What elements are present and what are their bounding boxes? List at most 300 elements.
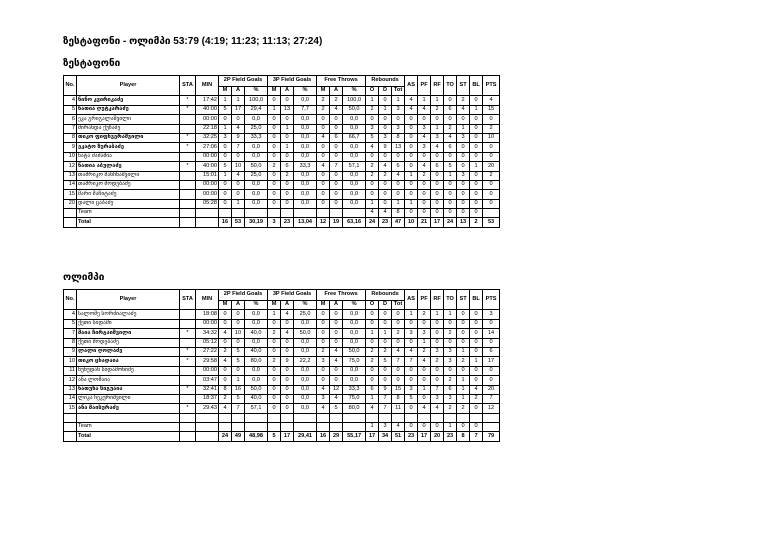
- stat-cell: 0: [483, 366, 500, 375]
- stat-cell: 0: [418, 115, 431, 124]
- stat-cell: 6: [281, 162, 294, 171]
- stat-cell: 4: [392, 423, 405, 432]
- stat-cell: 0: [457, 310, 470, 319]
- stat-cell: 4: [405, 347, 418, 356]
- stat-cell: 17: [483, 357, 500, 366]
- player-name: ანა მაისურაძე: [77, 404, 180, 413]
- stat-cell: 0: [219, 143, 232, 152]
- stat-cell: 3: [431, 347, 444, 356]
- stat-cell: 2: [268, 357, 281, 366]
- stat-cell: 5: [232, 347, 245, 356]
- stat-cell: 17: [366, 432, 379, 441]
- header-sub-m: M: [268, 301, 281, 310]
- starter-mark: *: [180, 105, 196, 114]
- stat-cell: [281, 413, 294, 422]
- starter-mark: *: [180, 404, 196, 413]
- stat-cell: [245, 423, 268, 432]
- stat-cell: 0: [470, 180, 483, 189]
- minutes: 22:18: [196, 124, 219, 133]
- stat-cell: 0: [431, 423, 444, 432]
- stat-cell: 0,0: [343, 376, 366, 385]
- stat-cell: 63,16: [343, 218, 366, 227]
- stat-cell: 23: [281, 218, 294, 227]
- stat-cell: 1: [366, 394, 379, 403]
- stat-cell: 0: [379, 366, 392, 375]
- stat-cell: 0,0: [343, 329, 366, 338]
- stat-cell: 33,3: [294, 162, 317, 171]
- stat-cell: 3: [418, 329, 431, 338]
- stat-cell: 0: [219, 152, 232, 161]
- stat-cell: 0: [268, 366, 281, 375]
- minutes: 27:22: [196, 347, 219, 356]
- player-name: მირანდა ქუჩაძე: [77, 124, 180, 133]
- stat-cell: 0,0: [343, 171, 366, 180]
- stat-cell: 0: [379, 376, 392, 385]
- minutes: 29:43: [196, 404, 219, 413]
- stat-cell: 0: [470, 423, 483, 432]
- player-number: 7: [64, 329, 77, 338]
- player-number: 8: [64, 338, 77, 347]
- header-sub-m: M: [317, 87, 330, 96]
- stat-cell: 24: [219, 432, 232, 441]
- player-name: ლალი ღოლაძე: [77, 347, 180, 356]
- stat-cell: 0: [431, 366, 444, 375]
- stat-cell: 0: [317, 171, 330, 180]
- player-number: 13: [64, 385, 77, 394]
- stat-cell: 0: [470, 152, 483, 161]
- stat-cell: 0: [281, 385, 294, 394]
- player-number: 7: [64, 124, 77, 133]
- stat-cell: 2: [219, 394, 232, 403]
- stat-cell: 0: [317, 376, 330, 385]
- stat-cell: 0: [444, 96, 457, 105]
- stat-cell: 1: [418, 385, 431, 394]
- stat-cell: 0: [268, 338, 281, 347]
- stat-cell: 0: [444, 190, 457, 199]
- starter-mark: *: [180, 347, 196, 356]
- stat-cell: 0: [268, 124, 281, 133]
- stat-cell: 80,0: [343, 404, 366, 413]
- player-name: [77, 413, 180, 422]
- stat-cell: 2: [483, 124, 500, 133]
- player-number: 14: [64, 394, 77, 403]
- stat-cell: 0: [405, 143, 418, 152]
- stat-cell: 1: [219, 124, 232, 133]
- stat-cell: 0,0: [343, 338, 366, 347]
- stat-cell: 1: [379, 329, 392, 338]
- stat-cell: 0: [268, 133, 281, 142]
- player-number: 15: [64, 404, 77, 413]
- stat-cell: 0,0: [294, 338, 317, 347]
- stat-cell: 12: [317, 218, 330, 227]
- stat-cell: 0: [431, 209, 444, 218]
- stat-cell: 16: [232, 385, 245, 394]
- stat-cell: 4: [317, 404, 330, 413]
- stat-cell: 0: [483, 319, 500, 328]
- header-st: ST: [457, 76, 470, 96]
- stat-cell: 57,1: [343, 162, 366, 171]
- player-row: [64, 152, 500, 161]
- stat-cell: 55,17: [343, 432, 366, 441]
- stat-cell: 4: [330, 357, 343, 366]
- header-rf: RF: [431, 290, 444, 310]
- stat-cell: 1: [470, 357, 483, 366]
- stat-cell: 0: [483, 180, 500, 189]
- stat-cell: 0: [268, 385, 281, 394]
- player-name: თამრიკო მანჩხაშვილი: [77, 171, 180, 180]
- stat-cell: 0: [405, 319, 418, 328]
- stat-cell: 13,04: [294, 218, 317, 227]
- stat-cell: 1: [281, 124, 294, 133]
- header-as: AS: [405, 76, 418, 96]
- stat-cell: 13: [281, 105, 294, 114]
- stat-cell: 10: [232, 329, 245, 338]
- stat-cell: 30,19: [245, 218, 268, 227]
- stat-cell: 0: [431, 171, 444, 180]
- player-number: 12: [64, 376, 77, 385]
- stat-cell: 6: [483, 347, 500, 356]
- stat-cell: 0: [431, 376, 444, 385]
- stat-cell: 0: [444, 180, 457, 189]
- stat-cell: 1: [457, 347, 470, 356]
- stat-cell: 6: [444, 143, 457, 152]
- stat-cell: 0,0: [294, 319, 317, 328]
- stat-cell: 0: [268, 347, 281, 356]
- stat-cell: 4: [405, 105, 418, 114]
- header-pts: PTS: [483, 76, 500, 96]
- stat-cell: 33,3: [245, 133, 268, 142]
- stat-cell: 4: [431, 404, 444, 413]
- stat-cell: 23: [405, 432, 418, 441]
- stat-cell: 0: [457, 329, 470, 338]
- stat-cell: 2: [444, 124, 457, 133]
- team-row-min: [196, 209, 219, 218]
- stat-cell: 0: [405, 133, 418, 142]
- stat-cell: 0: [232, 338, 245, 347]
- stat-cell: 17: [418, 432, 431, 441]
- header-sub-pct: %: [294, 301, 317, 310]
- starter-mark: [180, 199, 196, 208]
- header-pf: PF: [418, 290, 431, 310]
- stat-cell: 1: [470, 105, 483, 114]
- stat-cell: 0: [444, 152, 457, 161]
- stat-cell: 0: [470, 319, 483, 328]
- stat-cell: 0,0: [294, 180, 317, 189]
- player-name: ნატა ძაძამია: [77, 152, 180, 161]
- player-number: 10: [64, 152, 77, 161]
- player-number: 13: [64, 171, 77, 180]
- stat-cell: 4: [232, 124, 245, 133]
- total-row-sta: [180, 432, 196, 441]
- stat-cell: 0: [470, 347, 483, 356]
- stat-cell: 0: [268, 180, 281, 189]
- stat-cell: 7: [232, 404, 245, 413]
- stat-cell: 2: [457, 96, 470, 105]
- stat-cell: [219, 209, 232, 218]
- stat-cell: 0,0: [294, 394, 317, 403]
- stat-cell: 0: [444, 319, 457, 328]
- stat-cell: 7: [330, 162, 343, 171]
- stat-cell: 0,0: [343, 124, 366, 133]
- stat-cell: 0,0: [294, 124, 317, 133]
- stat-cell: [281, 423, 294, 432]
- starter-mark: [180, 124, 196, 133]
- minutes: 00:00: [196, 319, 219, 328]
- header-bl: BL: [470, 76, 483, 96]
- stat-cell: 0: [457, 319, 470, 328]
- stat-cell: 0: [405, 366, 418, 375]
- stat-cell: [330, 423, 343, 432]
- player-name: ეკა გრიგალაშვილი: [77, 115, 180, 124]
- stat-cell: 21: [418, 218, 431, 227]
- stat-cell: 4: [366, 404, 379, 413]
- stat-cell: 0: [281, 394, 294, 403]
- stat-cell: [317, 423, 330, 432]
- stat-cell: [330, 209, 343, 218]
- stat-cell: 0: [281, 319, 294, 328]
- header-free-throws: Free Throws: [317, 76, 366, 87]
- header-2p-field-goals: 2P Field Goals: [219, 290, 268, 301]
- player-name: ეკატო ზურაბაძე: [77, 143, 180, 152]
- stat-cell: 0: [470, 199, 483, 208]
- header-3p-field-goals: 3P Field Goals: [268, 290, 317, 301]
- header-sub-m: M: [219, 301, 232, 310]
- stat-cell: 0,0: [343, 319, 366, 328]
- stat-cell: 0: [418, 376, 431, 385]
- stat-cell: 0: [470, 143, 483, 152]
- stat-cell: [281, 209, 294, 218]
- stat-cell: [483, 209, 500, 218]
- stat-cell: 0: [232, 180, 245, 189]
- minutes: 05:12: [196, 338, 219, 347]
- stat-cell: 0: [431, 180, 444, 189]
- stat-cell: 0: [405, 162, 418, 171]
- player-number: 14: [64, 180, 77, 189]
- starter-mark: *: [180, 143, 196, 152]
- stat-cell: 0: [232, 190, 245, 199]
- stat-cell: 0,0: [294, 152, 317, 161]
- stat-cell: 24: [366, 218, 379, 227]
- stat-cell: 6: [366, 385, 379, 394]
- header-sta: STA: [180, 290, 196, 310]
- stat-cell: 0: [392, 310, 405, 319]
- stat-cell: 75,0: [343, 394, 366, 403]
- stat-cell: 12: [483, 404, 500, 413]
- stat-cell: 0: [392, 115, 405, 124]
- stat-cell: 1: [444, 423, 457, 432]
- stat-cell: 17: [431, 218, 444, 227]
- stat-cell: [431, 413, 444, 422]
- player-name: ლიკა ჩეკურიშვილი: [77, 394, 180, 403]
- stat-cell: [366, 413, 379, 422]
- stat-cell: 0: [330, 171, 343, 180]
- stat-cell: 53: [232, 218, 245, 227]
- player-name: მარი მაჩიტაძე: [77, 190, 180, 199]
- stat-cell: 0: [330, 310, 343, 319]
- stat-cell: 1: [392, 96, 405, 105]
- stat-cell: 0: [330, 376, 343, 385]
- minutes: 00:00: [196, 190, 219, 199]
- stat-cell: 4: [219, 357, 232, 366]
- player-number: 4: [64, 96, 77, 105]
- stat-cell: 0: [232, 310, 245, 319]
- starter-mark: [180, 376, 196, 385]
- stat-cell: 0: [483, 376, 500, 385]
- stat-cell: 0: [317, 115, 330, 124]
- stat-cell: 0: [405, 209, 418, 218]
- header-sub-a: A: [232, 87, 245, 96]
- stat-cell: 0: [392, 180, 405, 189]
- stat-cell: 0: [431, 190, 444, 199]
- stat-cell: 4: [405, 96, 418, 105]
- stat-cell: 0: [281, 366, 294, 375]
- stat-cell: [317, 413, 330, 422]
- team-row: [64, 209, 500, 218]
- minutes: 40:00: [196, 105, 219, 114]
- stat-cell: 0: [470, 190, 483, 199]
- stat-cell: 0: [219, 338, 232, 347]
- stat-cell: 2: [366, 171, 379, 180]
- stat-cell: [219, 413, 232, 422]
- stat-cell: [379, 413, 392, 422]
- stat-cell: 4: [317, 385, 330, 394]
- stat-cell: [392, 413, 405, 422]
- stat-cell: 0: [457, 180, 470, 189]
- stat-cell: 2: [418, 347, 431, 356]
- stat-cell: 0: [330, 329, 343, 338]
- stat-cell: 48,98: [245, 432, 268, 441]
- stat-cell: 0: [317, 152, 330, 161]
- header-sub-o: O: [366, 87, 379, 96]
- stat-cell: 1: [457, 124, 470, 133]
- stat-cell: 0: [232, 115, 245, 124]
- stat-cell: 6: [392, 162, 405, 171]
- stat-cell: 2: [317, 105, 330, 114]
- stat-cell: 0: [330, 338, 343, 347]
- stat-cell: 0: [431, 338, 444, 347]
- stat-cell: 3: [317, 357, 330, 366]
- starter-mark: [180, 180, 196, 189]
- stat-cell: [343, 413, 366, 422]
- stat-cell: 1: [457, 385, 470, 394]
- player-name: თიკო ცხადაია: [77, 357, 180, 366]
- stat-cell: 2: [281, 171, 294, 180]
- stat-cell: 0: [431, 329, 444, 338]
- stat-cell: 5: [379, 357, 392, 366]
- stat-cell: 23: [444, 432, 457, 441]
- stat-cell: 0: [418, 190, 431, 199]
- stat-cell: 0: [405, 115, 418, 124]
- stat-cell: 50,0: [294, 329, 317, 338]
- stat-cell: 3: [457, 171, 470, 180]
- stat-cell: 7: [470, 432, 483, 441]
- stat-cell: [219, 423, 232, 432]
- stat-cell: 4: [444, 133, 457, 142]
- stat-cell: 2: [317, 347, 330, 356]
- stat-cell: 0: [418, 199, 431, 208]
- starter-mark: [180, 152, 196, 161]
- player-row: [64, 162, 500, 171]
- stat-cell: [418, 413, 431, 422]
- stat-cell: 3: [392, 124, 405, 133]
- player-row: [64, 133, 500, 142]
- team-name-home: ზესტაფონი: [63, 58, 121, 69]
- header-bl: BL: [470, 290, 483, 310]
- stat-cell: 0: [379, 180, 392, 189]
- stat-cell: 17: [232, 105, 245, 114]
- stat-cell: 0: [379, 199, 392, 208]
- player-number: 11: [64, 366, 77, 375]
- stat-cell: 0: [470, 310, 483, 319]
- stat-cell: 3: [418, 124, 431, 133]
- player-row: [64, 115, 500, 124]
- header-sub-m: M: [219, 87, 232, 96]
- header-sub-d: D: [379, 87, 392, 96]
- stat-cell: 2: [457, 404, 470, 413]
- stat-cell: 1: [457, 394, 470, 403]
- stat-cell: 0: [281, 347, 294, 356]
- stat-cell: 0: [405, 124, 418, 133]
- stat-cell: 24: [444, 218, 457, 227]
- stat-cell: 2: [418, 171, 431, 180]
- stat-cell: 0: [366, 152, 379, 161]
- header-sub-m: M: [317, 301, 330, 310]
- stat-cell: 0,0: [294, 143, 317, 152]
- stat-cell: 3: [219, 133, 232, 142]
- stat-cell: 0: [281, 152, 294, 161]
- stat-cell: 0: [405, 338, 418, 347]
- stat-cell: 4: [418, 133, 431, 142]
- stat-cell: 0: [392, 366, 405, 375]
- stat-cell: 0: [483, 338, 500, 347]
- stat-cell: 0,0: [245, 180, 268, 189]
- stat-cell: 0,0: [294, 347, 317, 356]
- stat-cell: 0: [281, 338, 294, 347]
- stat-cell: 19: [330, 218, 343, 227]
- stat-cell: [245, 413, 268, 422]
- stat-cell: 0: [431, 319, 444, 328]
- header-sub-a: A: [330, 87, 343, 96]
- stat-cell: [232, 413, 245, 422]
- stat-cell: 3: [405, 385, 418, 394]
- stat-cell: 1: [232, 199, 245, 208]
- stat-cell: 0,0: [245, 143, 268, 152]
- header-sub-tot: Tot: [392, 87, 405, 96]
- stat-cell: 0: [470, 404, 483, 413]
- stat-cell: 0: [483, 190, 500, 199]
- stat-cell: 2: [444, 376, 457, 385]
- stat-cell: [268, 423, 281, 432]
- stat-cell: 0: [470, 338, 483, 347]
- stat-cell: 7: [379, 394, 392, 403]
- stat-cell: 2: [431, 105, 444, 114]
- stat-cell: 1: [268, 105, 281, 114]
- stat-cell: 0: [418, 180, 431, 189]
- minutes: 17:42: [196, 96, 219, 105]
- stat-cell: 8: [392, 133, 405, 142]
- stat-cell: 0,0: [343, 310, 366, 319]
- stat-cell: 0,0: [245, 199, 268, 208]
- stat-cell: 0: [366, 180, 379, 189]
- team-row-sta: [180, 209, 196, 218]
- stat-cell: 0: [379, 115, 392, 124]
- stat-cell: [483, 413, 500, 422]
- stat-cell: 0: [457, 366, 470, 375]
- header-free-throws: Free Throws: [317, 290, 366, 301]
- stat-cell: 2: [431, 357, 444, 366]
- stat-cell: 0: [379, 152, 392, 161]
- stat-cell: 0: [317, 180, 330, 189]
